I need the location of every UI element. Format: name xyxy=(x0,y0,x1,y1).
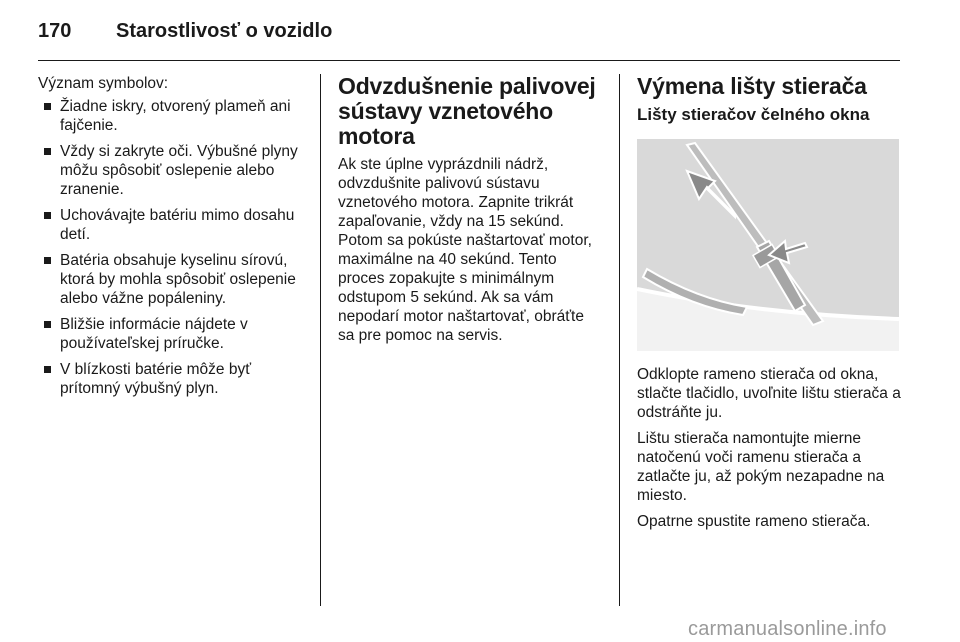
wiper-step-lower: Opatrne spustite rameno stierača. xyxy=(637,513,871,530)
list-item xyxy=(38,251,308,308)
bullet-square-icon xyxy=(44,321,51,328)
list-item-text: Uchovávajte batériu mimo dosahu detí. xyxy=(60,207,295,243)
list-item xyxy=(38,142,308,199)
wiper-step-install: Lištu stierača namontujte mierne natočenú voči ramenu stierača a zatlačte ju, až pokým nezapadne na miesto. xyxy=(637,430,885,504)
bullet-square-icon xyxy=(44,212,51,219)
bullet-square-icon xyxy=(44,148,51,155)
section-title-fuel-bleeding: Odvzdušnenie palivovej sústavy vznetového motora xyxy=(338,73,596,149)
wiper-blade-drawing xyxy=(637,139,899,351)
list-item-text: Batéria obsahuje kyselinu sírovú, ktorá by mohla spôsobiť oslepenie alebo vážne popáleniny. xyxy=(60,252,296,307)
list-item-text: Vždy si zakryte oči. Výbušné plyny môžu spôsobiť oslepenie alebo zranenie. xyxy=(60,143,298,198)
list-item xyxy=(38,206,308,244)
page-header xyxy=(38,14,900,48)
list-item-text: Žiadne iskry, otvorený plameň ani fajčenie. xyxy=(60,98,291,134)
section-body-fuel-bleeding: Ak ste úplne vyprázdnili nádrž, odvzdušnite palivovú sústavu vznetového motora. Zapnite trikrát zapaľovanie, vždy na 15 sekúnd. Potom sa pokúste naštartovať motor, maximálne na 40 sekúnd. Tento proces zopakujte s minimálnym odstupom 5 sekúnd. Ak sa vám nepodarí motor naštartovať, obráťte sa pre pomoc na servis. xyxy=(338,156,592,344)
column-fuel-bleeding xyxy=(338,74,604,345)
wiper-blade-illustration xyxy=(637,139,899,351)
site-watermark: carmanualsonline.info xyxy=(688,618,887,640)
symbols-intro: Význam symbolov: xyxy=(38,75,169,92)
subsection-title-windscreen-wipers: Lišty stieračov čelného okna xyxy=(637,105,870,124)
bullet-square-icon xyxy=(44,366,51,373)
header-rule xyxy=(38,60,900,61)
list-item xyxy=(38,97,308,135)
bullet-square-icon xyxy=(44,257,51,264)
symbols-list xyxy=(38,97,308,398)
page-title: Starostlivosť o vozidlo xyxy=(116,19,333,42)
list-item xyxy=(38,360,308,398)
bullet-square-icon xyxy=(44,103,51,110)
column-divider xyxy=(320,74,321,606)
column-wiper-blade xyxy=(637,74,905,538)
section-title-wiper-blade: Výmena lišty stierača xyxy=(637,73,867,99)
list-item-text: Bližšie informácie nájdete v používateľskej príručke. xyxy=(60,316,248,352)
column-divider xyxy=(619,74,620,606)
wiper-step-remove: Odklopte rameno stierača od okna, stlačte tlačidlo, uvoľnite lištu stierača a odstráňte ju. xyxy=(637,366,901,421)
column-symbols xyxy=(38,74,308,405)
page-number: 170 xyxy=(38,19,72,42)
list-item-text: V blízkosti batérie môže byť prítomný výbušný plyn. xyxy=(60,361,252,397)
list-item xyxy=(38,315,308,353)
